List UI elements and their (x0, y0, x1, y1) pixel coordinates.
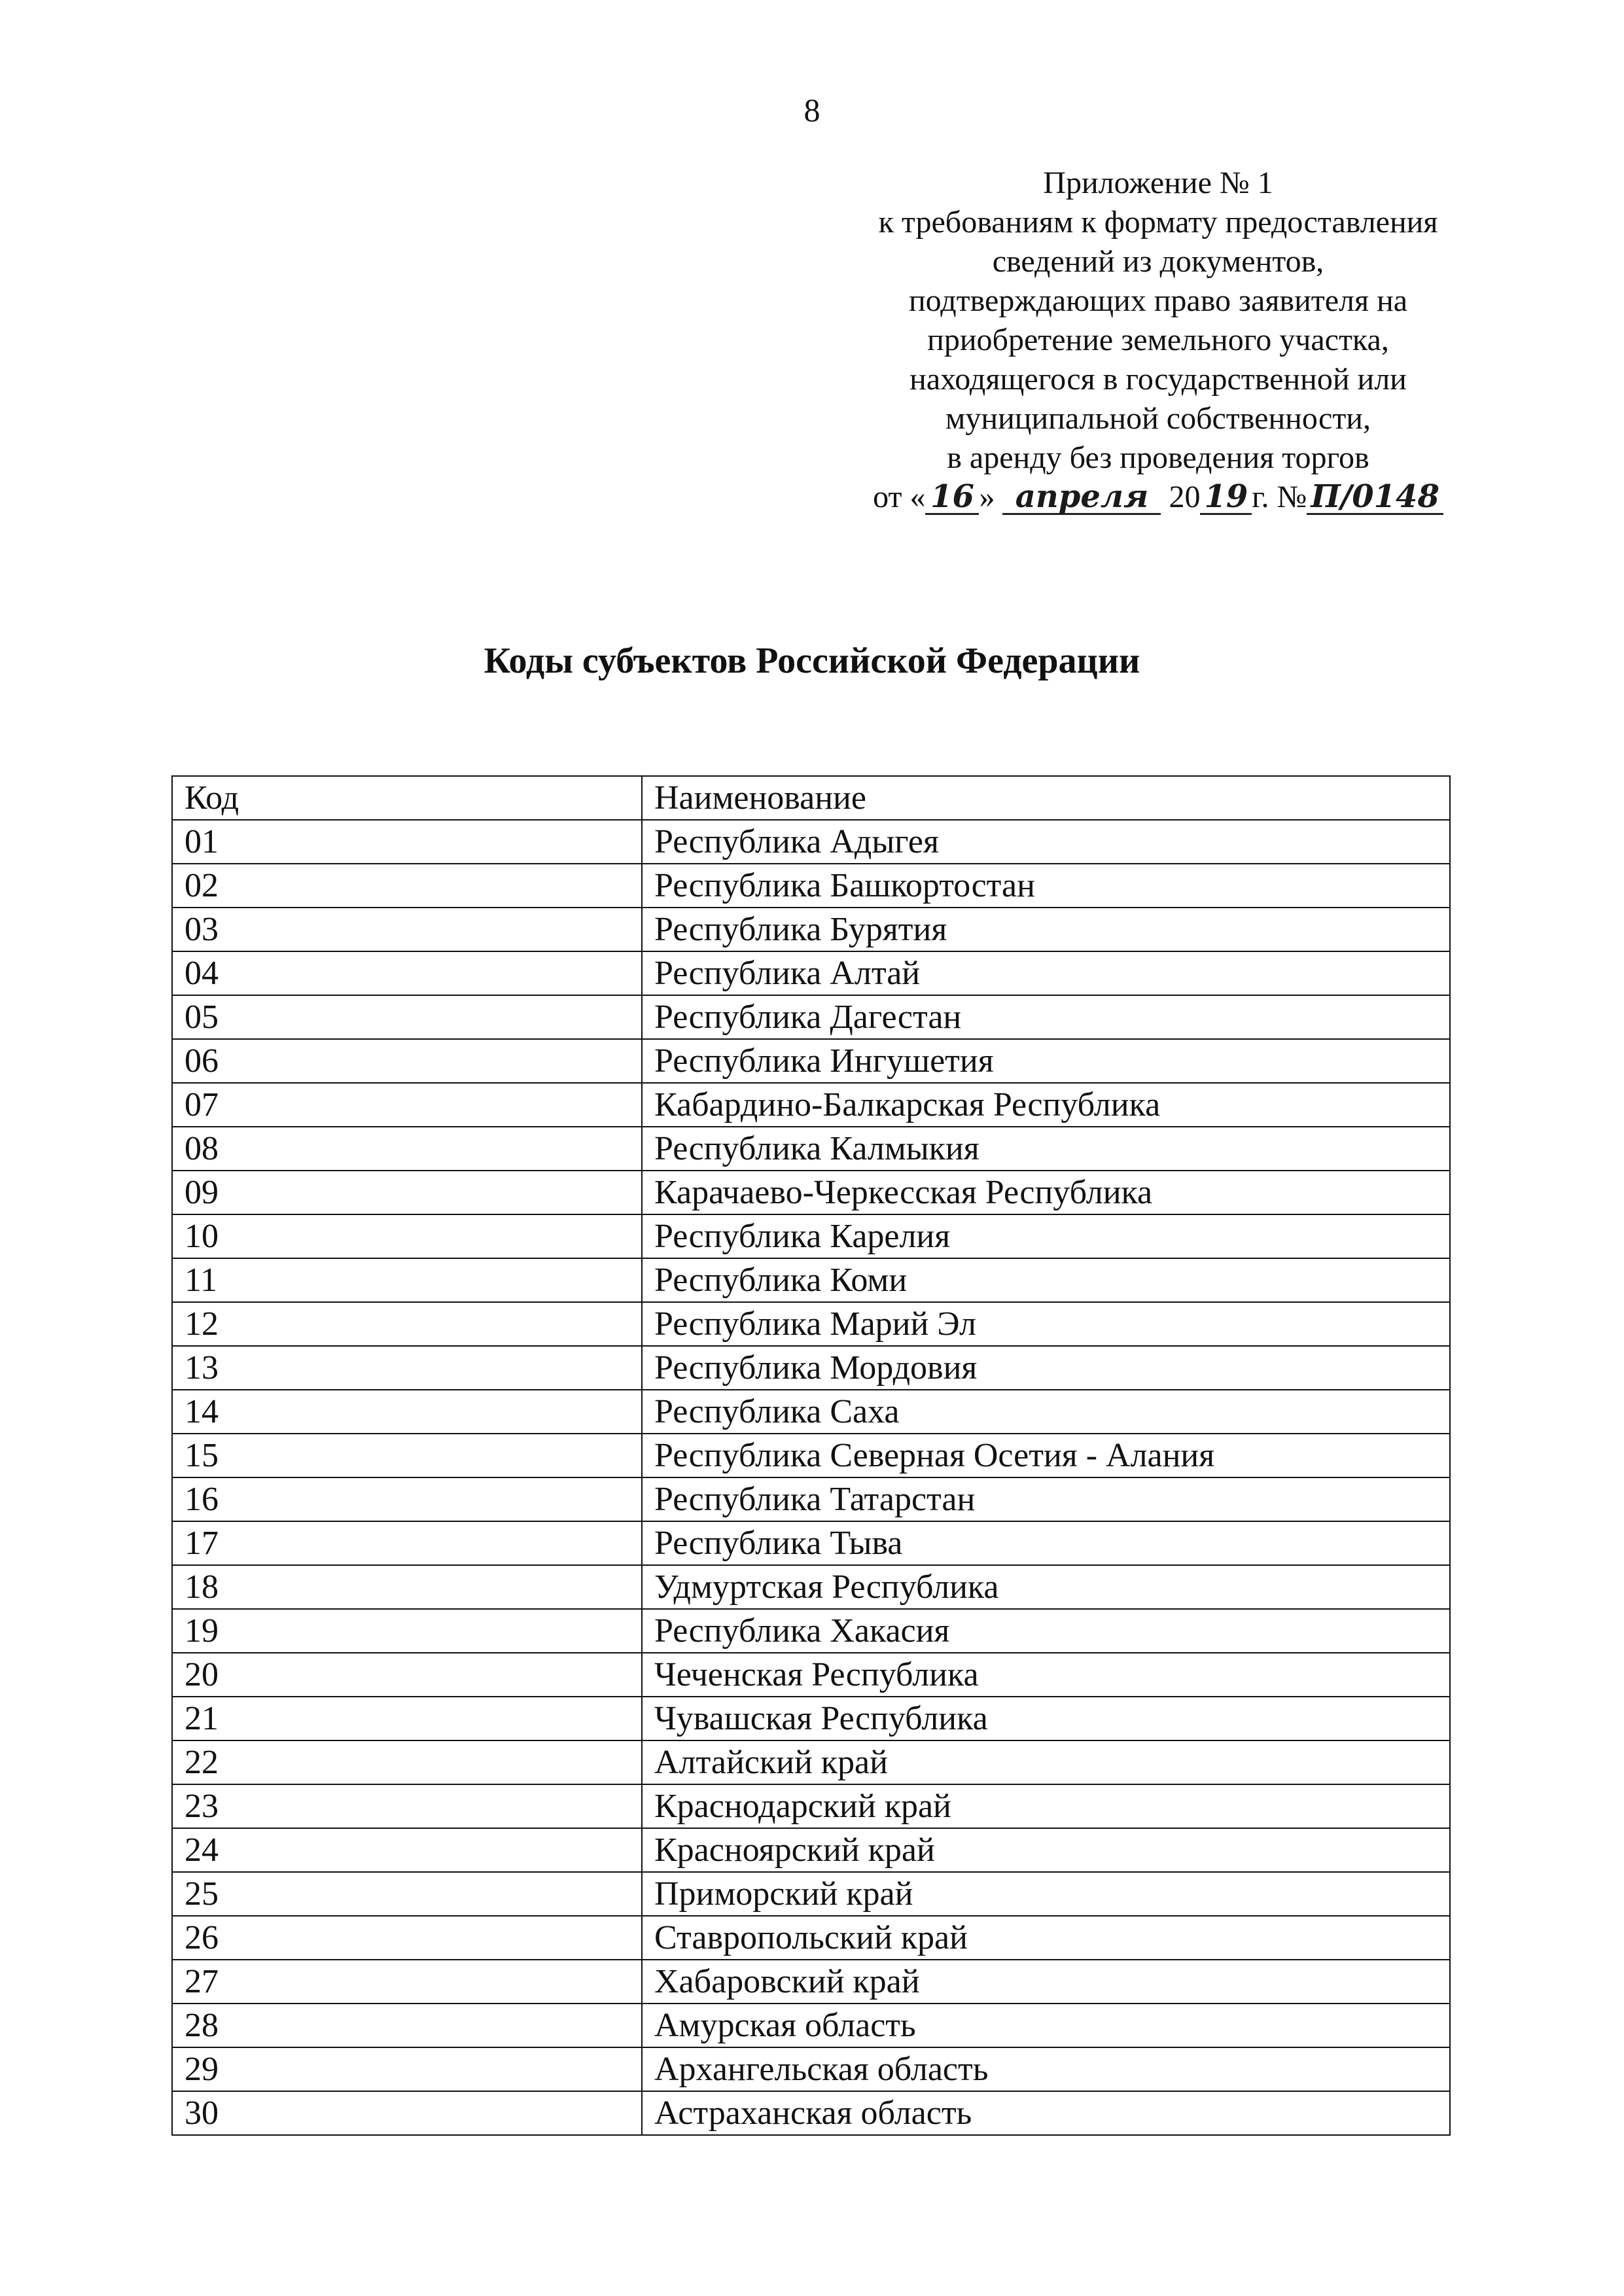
table-row (172, 1609, 1450, 1653)
table-row (172, 1960, 1450, 2004)
table-row (172, 1302, 1450, 1346)
region-code-cell: 24 (172, 1828, 642, 1872)
region-name-cell: Астраханская область (642, 2091, 1450, 2135)
region-name-cell: Чеченская Республика (642, 1653, 1450, 1697)
table-row (172, 1258, 1450, 1302)
region-name-cell: Республика Алтай (642, 951, 1450, 995)
table-row (172, 2047, 1450, 2091)
table-row (172, 1127, 1450, 1171)
appendix-line: приобретение земельного участка, (927, 323, 1389, 357)
region-code-cell: 29 (172, 2047, 642, 2091)
table-row (172, 1828, 1450, 1872)
handwritten-day: 16 (925, 480, 979, 515)
appendix-line: в аренду без проведения торгов (947, 440, 1369, 475)
table-row (172, 908, 1450, 951)
table-row (172, 1653, 1450, 1697)
table-row (172, 2091, 1450, 2135)
region-name-cell: Республика Бурятия (642, 908, 1450, 951)
region-name-cell: Амурская область (642, 2004, 1450, 2047)
appendix-line: Приложение № 1 (1043, 166, 1273, 200)
region-code-cell: 08 (172, 1127, 642, 1171)
region-name-cell: Чувашская Республика (642, 1697, 1450, 1740)
table-row (172, 1214, 1450, 1258)
region-codes-table (171, 775, 1451, 2136)
table-row (172, 1039, 1450, 1083)
table-row (172, 951, 1450, 995)
region-name-cell: Республика Тыва (642, 1521, 1450, 1565)
region-name-cell: Красноярский край (642, 1828, 1450, 1872)
region-code-cell: 21 (172, 1697, 642, 1740)
table-row (172, 1784, 1450, 1828)
date-day-close: » (979, 480, 995, 514)
table-row (172, 820, 1450, 864)
region-name-cell: Республика Хакасия (642, 1609, 1450, 1653)
year-prefix: 20 (1169, 480, 1201, 514)
table-row (172, 1434, 1450, 1477)
column-header-code: Код (172, 776, 642, 820)
region-name-cell: Алтайский край (642, 1740, 1450, 1784)
table-row (172, 1697, 1450, 1740)
table-row (172, 1390, 1450, 1434)
region-code-cell: 27 (172, 1960, 642, 2004)
table-row (172, 1521, 1450, 1565)
region-code-cell: 06 (172, 1039, 642, 1083)
region-codes-table-body (172, 776, 1450, 2135)
table-row (172, 1171, 1450, 1214)
region-name-cell: Кабардино-Балкарская Республика (642, 1083, 1450, 1127)
region-name-cell: Республика Саха (642, 1390, 1450, 1434)
region-code-cell: 16 (172, 1477, 642, 1521)
region-name-cell: Республика Ингушетия (642, 1039, 1450, 1083)
region-code-cell: 09 (172, 1171, 642, 1214)
handwritten-month: апреля (1002, 480, 1161, 515)
table-header-row (172, 776, 1450, 820)
handwritten-year: 19 (1200, 480, 1252, 515)
region-code-cell: 11 (172, 1258, 642, 1302)
region-code-cell: 07 (172, 1083, 642, 1127)
region-code-cell: 13 (172, 1346, 642, 1390)
handwritten-number: П/0148 (1307, 480, 1443, 515)
region-code-cell: 12 (172, 1302, 642, 1346)
table-row (172, 1477, 1450, 1521)
region-name-cell: Республика Мордовия (642, 1346, 1450, 1390)
region-name-cell: Республика Северная Осетия - Алания (642, 1434, 1450, 1477)
region-code-cell: 23 (172, 1784, 642, 1828)
appendix-line: сведений из документов, (992, 244, 1324, 279)
region-name-cell: Республика Марий Эл (642, 1302, 1450, 1346)
region-code-cell: 03 (172, 908, 642, 951)
appendix-line: муниципальной собственности, (945, 401, 1371, 436)
region-code-cell: 19 (172, 1609, 642, 1653)
appendix-line: к требованиям к формату предоставления (878, 205, 1438, 239)
region-code-cell: 20 (172, 1653, 642, 1697)
region-code-cell: 18 (172, 1565, 642, 1609)
page-number: 8 (803, 92, 821, 128)
document-title: Коды субъектов Российской Федерации (484, 641, 1140, 681)
region-name-cell: Ставропольский край (642, 1916, 1450, 1960)
table-row (172, 1916, 1450, 1960)
table-row (172, 2004, 1450, 2047)
table-row (172, 1083, 1450, 1127)
appendix-line: находящегося в государственной или (909, 362, 1407, 397)
table-row (172, 864, 1450, 908)
region-code-cell: 28 (172, 2004, 642, 2047)
region-name-cell: Республика Карелия (642, 1214, 1450, 1258)
table-row (172, 1740, 1450, 1784)
table-row (172, 1565, 1450, 1609)
appendix-header (851, 164, 1466, 517)
region-name-cell: Республика Калмыкия (642, 1127, 1450, 1171)
appendix-line: подтверждающих право заявителя на (908, 283, 1408, 318)
region-name-cell: Республика Башкортостан (642, 864, 1450, 908)
number-prefix: г. № (1252, 480, 1307, 514)
region-code-cell: 25 (172, 1872, 642, 1916)
region-name-cell: Республика Татарстан (642, 1477, 1450, 1521)
region-code-cell: 17 (172, 1521, 642, 1565)
region-code-cell: 15 (172, 1434, 642, 1477)
table-row (172, 1346, 1450, 1390)
region-name-cell: Удмуртская Республика (642, 1565, 1450, 1609)
region-name-cell: Карачаево-Черкесская Республика (642, 1171, 1450, 1214)
region-name-cell: Хабаровский край (642, 1960, 1450, 2004)
region-code-cell: 04 (172, 951, 642, 995)
region-name-cell: Республика Коми (642, 1258, 1450, 1302)
region-code-cell: 26 (172, 1916, 642, 1960)
region-code-cell: 05 (172, 995, 642, 1039)
table-row (172, 1872, 1450, 1916)
region-name-cell: Республика Дагестан (642, 995, 1450, 1039)
region-code-cell: 22 (172, 1740, 642, 1784)
region-code-cell: 14 (172, 1390, 642, 1434)
region-code-cell: 02 (172, 864, 642, 908)
region-code-cell: 10 (172, 1214, 642, 1258)
table-row (172, 995, 1450, 1039)
region-name-cell: Архангельская область (642, 2047, 1450, 2091)
region-name-cell: Краснодарский край (642, 1784, 1450, 1828)
column-header-name: Наименование (642, 776, 1450, 820)
region-code-cell: 30 (172, 2091, 642, 2135)
region-name-cell: Приморский край (642, 1872, 1450, 1916)
appendix-date-line (851, 478, 1466, 517)
date-prefix: от « (873, 480, 926, 514)
region-name-cell: Республика Адыгея (642, 820, 1450, 864)
region-code-cell: 01 (172, 820, 642, 864)
